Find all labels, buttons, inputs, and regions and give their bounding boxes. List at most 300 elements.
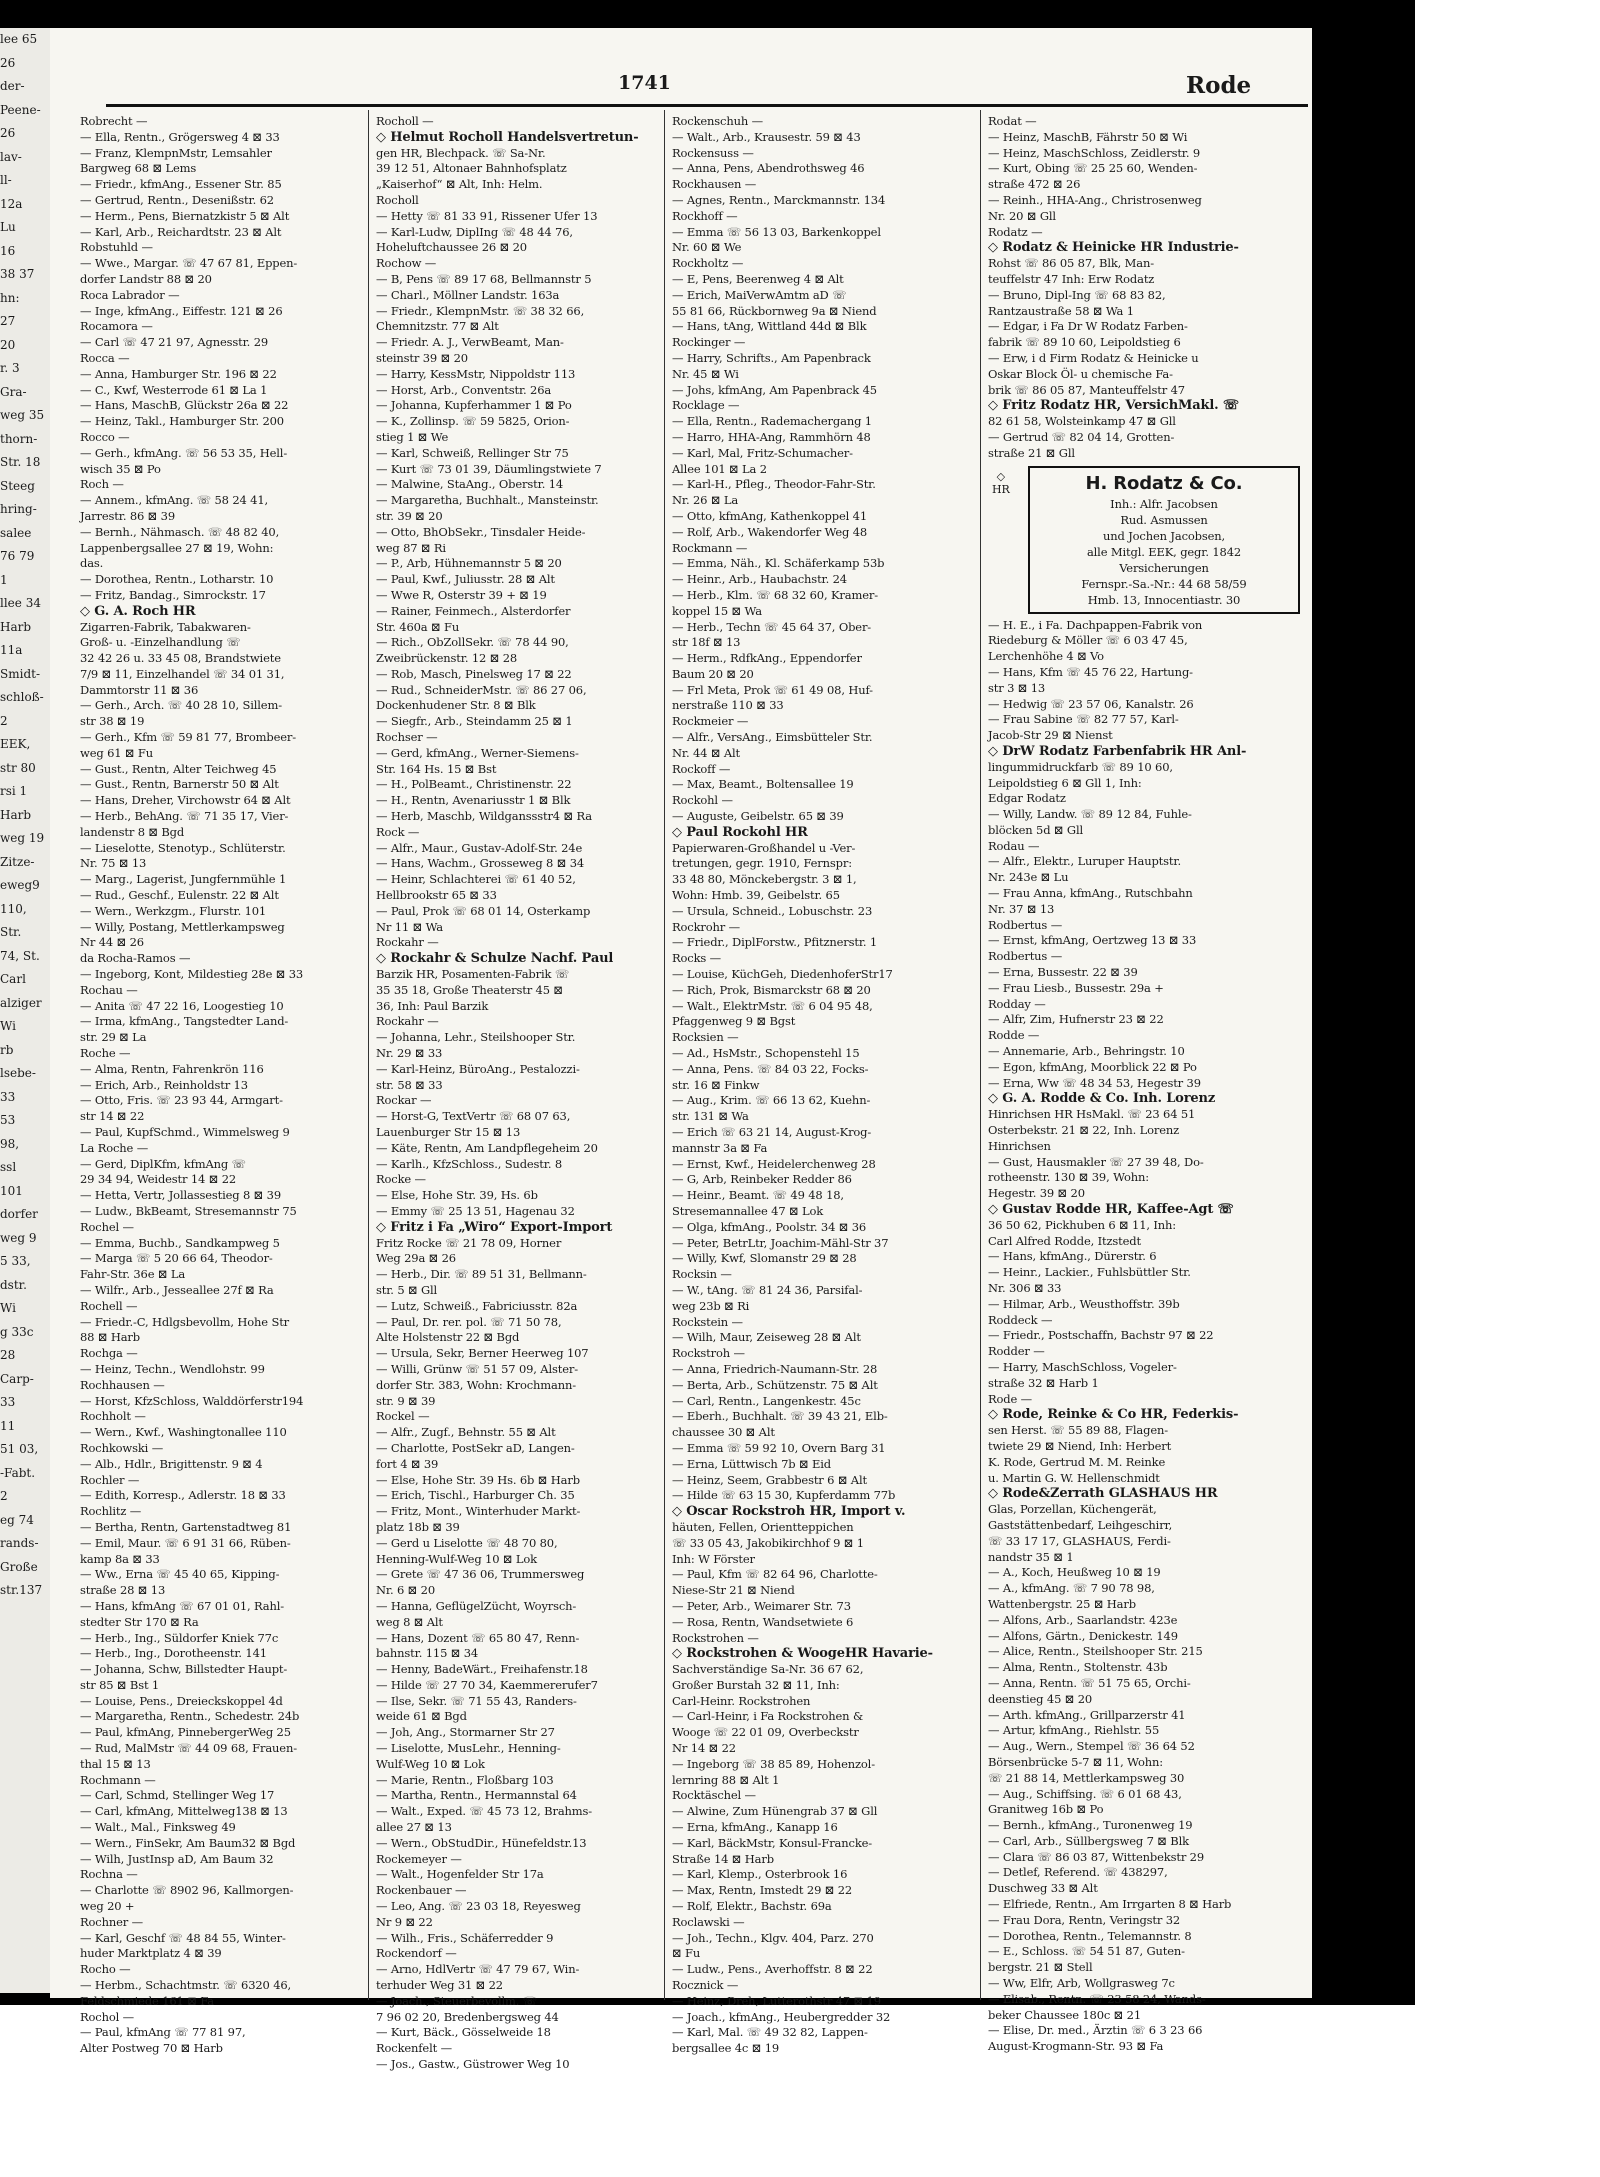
directory-line: Nr. 243e ⊠ Lu	[988, 870, 1069, 885]
directory-line: — Friedr.-C, Hdlgsbevollm, Hohe Str	[80, 1314, 290, 1329]
directory-line: — Karl, Geschf ☏ 48 84 55, Winter-	[80, 1930, 286, 1945]
directory-line: — Gerd, kfmAng., Werner-Siemens-	[376, 745, 579, 760]
directory-line: — Heinr., Lackier., Fuhlsbüttler Str.	[988, 1265, 1191, 1280]
directory-line: — Wern., ObStudDir., Hünefeldstr.13	[376, 1835, 587, 1850]
directory-line: twiete 29 ⊠ Niend, Inh: Herbert	[988, 1438, 1172, 1453]
directory-line: — Louise, KüchGeh, DiedenhoferStr17	[672, 967, 893, 982]
directory-line: — P., Arb, Hühnemannstr 5 ⊠ 20	[376, 556, 562, 571]
directory-line: — Käte, Rentn, Am Landpflegeheim 20	[376, 1140, 598, 1155]
directory-line: — Hetta, Vertr, Jollassestieg 8 ⊠ 39	[80, 1188, 281, 1203]
business-entry: ◇ Fritz i Fa „Wiro“ Export-Import	[376, 1219, 613, 1235]
directory-line: Rockmann —	[672, 540, 748, 555]
directory-line: thal 15 ⊠ 13	[80, 1756, 151, 1771]
directory-line: Straße 14 ⊠ Harb	[672, 1851, 774, 1866]
directory-line: Rodau —	[988, 838, 1040, 853]
directory-line: — Egon, kfmAng, Moorblick 22 ⊠ Po	[988, 1059, 1197, 1074]
advertisement-line: alle Mitgl. EEK, gegr. 1842	[1086, 544, 1242, 559]
directory-line: — Rud, MalMstr ☏ 44 09 68, Frauen-	[80, 1741, 297, 1756]
directory-line: Rochlitz —	[80, 1504, 142, 1519]
directory-line: — Bertha, Rentn, Gartenstadtweg 81	[80, 1519, 292, 1534]
directory-line: — Walt., Exped. ☏ 45 73 12, Brahms-	[376, 1804, 593, 1819]
directory-line: — Charlotte ☏ 8902 96, Kallmorgen-	[80, 1883, 294, 1898]
directory-line: straße 472 ⊠ 26	[988, 177, 1081, 192]
advertisement-box	[992, 466, 1300, 614]
directory-line: — Liselotte, MusLehr., Henning-	[376, 1741, 561, 1756]
directory-line: — Ww., Erna ☏ 45 40 65, Kipping-	[80, 1567, 280, 1582]
directory-line: — Joh., Techn., Klgv. 404, Parz. 270	[672, 1930, 874, 1945]
directory-line: — Karl-H., Pfleg., Theodor-Fahr-Str.	[672, 477, 876, 492]
directory-line: — Hilde ☏ 27 70 34, Kaemmererufer7	[376, 1677, 598, 1692]
directory-line: Wooge ☏ 22 01 09, Overbeckstr	[672, 1725, 859, 1740]
directory-line: — Annemarie, Arb., Behringstr. 10	[988, 1044, 1185, 1059]
directory-line: Rockrohr —	[672, 919, 740, 934]
directory-line: Rocznick —	[672, 1978, 739, 1993]
directory-line: — Carl-Heinr, i Fa Rockstrohen &	[672, 1709, 864, 1724]
directory-line: Rochna —	[80, 1867, 138, 1882]
directory-line: — Joach., kfmAng., Heubergredder 32	[672, 2009, 891, 2024]
directory-line: Rocksin —	[672, 1267, 732, 1282]
directory-line: — Willy, Kwf, Slomanstr 29 ⊠ 28	[672, 1251, 857, 1266]
directory-line: Fritz Rocke ☏ 21 78 09, Horner	[376, 1235, 562, 1250]
edge-fragment: -Fabt.	[0, 1465, 36, 1480]
directory-line: — Edith, Korresp., Adlerstr. 18 ⊠ 33	[80, 1488, 286, 1503]
directory-line: weg 8 ⊠ Alt	[376, 1614, 443, 1629]
directory-line: Rocholl —	[376, 114, 434, 128]
business-entry: ◇ G. A. Rodde & Co. Inh. Lorenz	[988, 1091, 1216, 1107]
directory-line: — Willi, Grünw ☏ 51 57 09, Alster-	[376, 1361, 578, 1376]
directory-line: Rockahr —	[376, 1014, 439, 1029]
directory-line: — Rosa, Rentn, Wandsetwiete 6	[672, 1614, 854, 1629]
directory-line: — Ludw., BkBeamt, Stresemannstr 75	[80, 1203, 297, 1218]
directory-line: landenstr 8 ⊠ Bgd	[80, 824, 185, 839]
directory-line: — Jos., Gastw., Güstrower Weg 10	[376, 2057, 570, 2072]
directory-line: Rodatz —	[988, 224, 1043, 239]
directory-line: Lauenburger Str 15 ⊠ 13	[376, 1125, 521, 1139]
directory-line: Hinrichsen HR HsMakl. ☏ 23 64 51	[988, 1107, 1196, 1122]
directory-line: fabrik ☏ 89 10 60, Leipoldstieg 6	[988, 335, 1181, 350]
directory-line: — Walt., Mal., Finksweg 49	[80, 1820, 236, 1835]
directory-line: Sachverständige Sa-Nr. 36 67 62,	[672, 1662, 864, 1677]
directory-line: Rochol —	[80, 2009, 134, 2024]
edge-fragment: 110,	[0, 901, 27, 916]
directory-line: ☏ 33 17 17, GLASHAUS, Ferdi-	[988, 1533, 1171, 1548]
business-entry: ◇ Rockstrohen & WoogeHR Havarie-	[672, 1646, 933, 1662]
edge-fragment: dorfer	[0, 1207, 38, 1221]
edge-fragment: g 33c	[0, 1324, 34, 1339]
directory-line: Wattenbergstr. 25 ⊠ Harb	[988, 1596, 1136, 1611]
directory-line: — H. E., i Fa. Dachpappen-Fabrik von	[988, 617, 1203, 632]
directory-line: — H., Rentn, Avenariusstr 1 ⊠ Blk	[376, 793, 571, 808]
directory-line: — Gertrud, Rentn., Desenißstr. 62	[80, 192, 274, 207]
directory-line: beker Chaussee 180c ⊠ 21	[988, 2007, 1142, 2022]
directory-line: straße 28 ⊠ 13	[80, 1583, 166, 1598]
directory-line: str 3 ⊠ 13	[988, 680, 1046, 695]
directory-line: — Else, Hohe Str. 39 Hs. 6b ⊠ Harb	[376, 1472, 580, 1487]
directory-line: — Erw, i d Firm Rodatz & Heinicke u	[988, 350, 1199, 365]
business-entry: ◇ G. A. Roch HR	[80, 603, 196, 619]
directory-line: Stresemannallee 47 ⊠ Lok	[672, 1203, 824, 1218]
directory-line: — Gerh., kfmAng. ☏ 56 53 35, Hell-	[80, 445, 288, 460]
directory-line: — Friedr., Postschaffn, Bachstr 97 ⊠ 22	[988, 1328, 1214, 1343]
directory-line: bergstr. 21 ⊠ Stell	[988, 1960, 1093, 1975]
edge-fragment: Str. 18	[0, 455, 41, 469]
directory-line: — Heinz, Seem, Grabbestr 6 ⊠ Alt	[672, 1472, 867, 1487]
edge-fragment: hn:	[0, 290, 20, 305]
edge-fragment: weg 35	[0, 408, 45, 422]
directory-line: — Heinz, MaschB, Fährstr 50 ⊠ Wi	[988, 129, 1188, 144]
directory-line: str. 58 ⊠ 33	[376, 1077, 443, 1092]
edge-fragment: 28	[0, 1348, 16, 1362]
directory-line: Rockenbauer —	[376, 1883, 467, 1898]
directory-line: str. 16 ⊠ Finkw	[672, 1077, 760, 1092]
directory-line: — Friedr., DiplForstw., Pfitznerstr. 1	[672, 935, 878, 950]
directory-line: — Leo, Ang. ☏ 23 03 18, Reyesweg	[376, 1899, 581, 1914]
directory-line: — Alma, Rentn, Fahrenkrön 116	[80, 1061, 264, 1076]
directory-line: — Herbm., Schachtmstr. ☏ 6320 46,	[80, 1978, 292, 1993]
directory-line: Nr 11 ⊠ Wa	[376, 919, 443, 934]
directory-line: — Rud., Geschf., Eulenstr. 22 ⊠ Alt	[80, 888, 279, 903]
directory-line: — Lutz, Schweiß., Fabriciusstr. 82a	[376, 1298, 578, 1313]
directory-line: chaussee 30 ⊠ Alt	[672, 1425, 775, 1440]
edge-fragment: 38 37	[0, 267, 35, 281]
directory-line: ☏ 33 05 43, Jakobikirchhof 9 ⊠ 1	[672, 1535, 864, 1550]
business-entry: ◇ Rockahr & Schulze Nachf. Paul	[376, 951, 614, 967]
edge-fragment: 74, St.	[0, 948, 40, 963]
directory-line: Rockinger —	[672, 335, 746, 350]
directory-line: — Paul, KupfSchmd., Wimmelsweg 9	[80, 1125, 290, 1139]
directory-line: — Ilse, Sekr. ☏ 71 55 43, Randers-	[376, 1693, 577, 1708]
directory-line: — Wilfr., Arb., Jesseallee 27f ⊠ Ra	[80, 1282, 274, 1297]
column-3	[672, 114, 972, 2056]
directory-line: — Hans, tAng, Wittland 44d ⊠ Blk	[672, 319, 867, 334]
directory-line: Roche —	[80, 1046, 131, 1061]
directory-line: — Frau Dora, Rentn, Veringstr 32	[988, 1912, 1181, 1927]
edge-fragment: 51 03,	[0, 1442, 39, 1456]
directory-line: platz 18b ⊠ 39	[376, 1519, 460, 1534]
edge-fragment: lee 65	[0, 32, 38, 46]
directory-line: — Herb., Ing., Dorotheenstr. 141	[80, 1646, 267, 1661]
directory-line: str. 131 ⊠ Wa	[672, 1109, 749, 1124]
directory-line: — Wern., FinSekr, Am Baum32 ⊠ Bgd	[80, 1835, 296, 1850]
advertisement-marker	[992, 470, 1010, 496]
directory-line: Rockstrohen —	[672, 1630, 759, 1645]
directory-line: Osterbekstr. 21 ⊠ 22, Inh. Lorenz	[988, 1123, 1180, 1138]
directory-line: — Carl, Rentn., Langenkestr. 45c	[672, 1393, 861, 1408]
directory-line: Nr 9 ⊠ 22	[376, 1914, 433, 1929]
directory-line: Wohn: Hmb. 39, Geibelstr. 65	[672, 888, 840, 903]
directory-line: Rochow —	[376, 256, 437, 271]
edge-fragment: 53	[0, 1113, 16, 1127]
business-entry: ◇ Gustav Rodde HR, Kaffee-Agt ☏	[988, 1202, 1234, 1218]
directory-line: fort 4 ⊠ 39	[376, 1456, 439, 1471]
directory-line: str. 9 ⊠ 39	[376, 1393, 436, 1408]
directory-line: — Heinr., Arb., Haubachstr. 24	[672, 572, 847, 587]
edge-fragment: 2	[0, 1489, 8, 1503]
directory-line: blöcken 5d ⊠ Gll	[988, 822, 1084, 837]
directory-line: Nr. 6 ⊠ 20	[376, 1583, 436, 1598]
directory-line: — Paul, Kfm ☏ 82 64 96, Charlotte-	[672, 1567, 878, 1582]
advertisement-line: Versicherungen	[1119, 560, 1209, 575]
directory-line: — Harry, MaschSchloss, Vogeler-	[988, 1359, 1177, 1374]
directory-line: Zweibrückenstr. 12 ⊠ 28	[376, 651, 518, 666]
advertisement-title: H. Rodatz & Co.	[1085, 472, 1243, 494]
directory-line: — Johanna, Kupferhammer 1 ⊠ Po	[376, 398, 572, 413]
directory-line: allee 27 ⊠ 13	[376, 1820, 452, 1835]
directory-line: — Frau Sabine ☏ 82 77 57, Karl-	[988, 712, 1179, 727]
directory-line: — E., Schloss. ☏ 54 51 87, Guten-	[988, 1944, 1185, 1959]
directory-line: nandstr 35 ⊠ 1	[988, 1549, 1074, 1564]
header-rule	[106, 104, 1308, 107]
directory-line: Rodbertus —	[988, 917, 1063, 932]
directory-line: Alte Holstenstr 22 ⊠ Bgd	[376, 1330, 520, 1345]
edge-fragment: 12a	[0, 196, 23, 211]
directory-line: Nr. 37 ⊠ 13	[988, 901, 1055, 916]
directory-line: Rochler —	[80, 1472, 140, 1487]
directory-line: — Artur, kfmAng., Riehlstr. 55	[988, 1723, 1160, 1738]
directory-line: — Alfr., VersAng., Eimsbütteler Str.	[672, 730, 873, 745]
directory-line: Fahr-Str. 36e ⊠ La	[80, 1267, 186, 1282]
directory-line: — Carl ☏ 47 21 97, Agnesstr. 29	[80, 335, 269, 350]
directory-line: — Henny, BadeWärt., Freihafenstr.18	[376, 1662, 588, 1677]
directory-line: — Anna, Hamburger Str. 196 ⊠ 22	[80, 366, 277, 381]
directory-line: — Heinz, Dreh, Lutterothstr 47 ⊠ 19	[672, 1993, 881, 2008]
directory-line: — Hilde ☏ 63 15 30, Kupferdamm 77b	[672, 1488, 896, 1503]
edge-fragment: llee 34	[0, 596, 41, 610]
business-entry: ◇ Rodatz & Heinicke HR Industrie-	[988, 240, 1239, 256]
directory-line: — Paul, Dr. rer. pol. ☏ 71 50 78,	[376, 1314, 562, 1329]
directory-line: Rocho —	[80, 1962, 131, 1977]
directory-line: das.	[80, 556, 104, 571]
directory-line: Rochser —	[376, 730, 438, 745]
directory-line: — Wwe R, Osterstr 39 + ⊠ 19	[376, 587, 547, 602]
directory-line: — Alice, Rentn., Steilshooper Str. 215	[988, 1644, 1203, 1659]
directory-line: — Ernst, Kwf., Heidelerchenweg 28	[672, 1156, 876, 1171]
edge-fragment: thorn-	[0, 431, 38, 446]
directory-line: — Elise, Dr. med., Ärztin ☏ 6 3 23 66	[988, 2023, 1203, 2038]
edge-fragment: 33	[0, 1089, 16, 1104]
directory-line: str. 39 ⊠ 20	[376, 508, 443, 523]
directory-line: Robstuhld —	[80, 240, 153, 255]
directory-line: — Johs, kfmAng, Am Papenbrack 45	[672, 382, 877, 397]
directory-line: lingummidruckfarb ☏ 89 10 60,	[988, 759, 1173, 774]
directory-line: Rockenschuh —	[672, 114, 763, 128]
directory-line: weg 20 +	[80, 1899, 135, 1914]
directory-line: Rockel —	[376, 1409, 430, 1424]
directory-line: — E, Pens, Beerenweg 4 ⊠ Alt	[672, 271, 844, 286]
directory-line: Papierwaren-Großhandel u -Ver-	[672, 840, 856, 855]
edge-fragment: Str.	[0, 925, 22, 939]
edge-fragment: Peene-	[0, 102, 41, 117]
directory-line: — Horst, Arb., Conventstr. 26a	[376, 382, 552, 397]
directory-line: — Olga, kfmAng., Poolstr. 34 ⊠ 36	[672, 1219, 867, 1234]
directory-line: 33 48 80, Mönckebergstr. 3 ⊠ 1,	[672, 872, 857, 887]
directory-line: — Annem., kfmAng. ☏ 58 24 41,	[80, 493, 269, 508]
directory-line: u. Martin G. W. Hellenschmidt	[988, 1470, 1160, 1485]
directory-line: bahnstr. 115 ⊠ 34	[376, 1646, 479, 1661]
directory-line: dorfer Str. 383, Wohn: Krochmann-	[376, 1377, 576, 1392]
directory-line: rotheenstr. 130 ⊠ 39, Wohn:	[988, 1170, 1149, 1185]
directory-line: huder Marktplatz 4 ⊠ 39	[80, 1946, 222, 1961]
directory-line: Weg 29a ⊠ 26	[376, 1251, 456, 1266]
directory-line: — Herb., Dir. ☏ 89 51 31, Bellmann-	[376, 1267, 587, 1282]
directory-line: — Rolf, Arb., Wakendorfer Weg 48	[672, 524, 868, 539]
directory-line: — Willy, Landw. ☏ 89 12 84, Fuhle-	[988, 807, 1192, 822]
edge-fragment: 26	[0, 55, 16, 70]
directory-line: Rocks —	[672, 951, 721, 966]
directory-line: — Dorothea, Rentn., Telemannstr. 8	[988, 1928, 1192, 1943]
directory-line: — Franz, KlempnMstr, Lemsahler	[80, 145, 272, 160]
directory-line: — Johanna, Lehr., Steilshooper Str.	[376, 1030, 576, 1045]
directory-line: — Friedr. A. J., VerwBeamt, Man-	[376, 335, 564, 350]
directory-line: — Ingeborg ☏ 38 85 89, Hohenzol-	[672, 1756, 875, 1771]
directory-line: Roch —	[80, 477, 124, 492]
directory-line: — Alfr., Zugf., Behnstr. 55 ⊠ Alt	[376, 1425, 556, 1440]
directory-line: — Rud., SchneiderMstr. ☏ 86 27 06,	[376, 682, 587, 697]
directory-line: — Friedr., kfmAng., Essener Str. 85	[80, 177, 282, 192]
edge-fragment: ll-	[0, 173, 12, 187]
directory-line: — Martha, Rentn., Hermannstal 64	[376, 1788, 577, 1803]
directory-line: Rockar —	[376, 1093, 432, 1108]
directory-line: Edgar Rodatz	[988, 791, 1066, 806]
directory-line: — Margaretha, Buchhalt., Mansteinstr.	[376, 493, 599, 508]
business-entry: ◇ DrW Rodatz Farbenfabrik HR Anl-	[988, 743, 1247, 759]
directory-line: — Aug., Krim. ☏ 66 13 62, Kuehn-	[672, 1093, 871, 1108]
directory-line: — Paul, Kwf., Juliusstr. 28 ⊠ Alt	[376, 572, 555, 587]
directory-line: Pfaggenweg 9 ⊠ Bgst	[672, 1014, 796, 1029]
directory-line: — Hans, Wachm., Grosseweg 8 ⊠ 34	[376, 856, 585, 871]
directory-line: — Aug., Wern., Stempel ☏ 36 64 52	[988, 1739, 1195, 1754]
edge-fragment: schloß-	[0, 690, 44, 704]
directory-line: — Harry, Schrifts., Am Papenbrack	[672, 350, 871, 365]
directory-line: — Bruno, Dipl-Ing ☏ 68 83 82,	[988, 287, 1166, 302]
directory-line: — Horst, KfzSchloss, Walddörferstr194	[80, 1393, 304, 1408]
directory-line: — Paul, Prok ☏ 68 01 14, Osterkamp	[376, 903, 591, 918]
directory-line: — Otto, Fris. ☏ 23 93 44, Armgart-	[80, 1093, 283, 1108]
directory-line: — Grete ☏ 47 36 06, Trummersweg	[376, 1567, 585, 1582]
directory-line: Rockensuss —	[672, 145, 754, 160]
edge-fragment: 16	[0, 243, 16, 258]
directory-line: — Erich, Tischl., Harburger Ch. 35	[376, 1488, 575, 1503]
directory-line: Leipoldstieg 6 ⊠ Gll 1, Inh:	[988, 775, 1142, 790]
directory-line: — Ella, Rentn., Rademachergang 1	[672, 414, 872, 429]
column-2	[376, 114, 656, 2072]
directory-line: Nr. 44 ⊠ Alt	[672, 745, 740, 760]
directory-line: — Otto, BhObSekr., Tinsdaler Heide-	[376, 524, 586, 539]
directory-line: „Kaiserhof“ ⊠ Alt, Inh: Helm.	[376, 177, 543, 192]
edge-fragment: Wi	[0, 1301, 16, 1315]
edge-fragment: weg 9	[0, 1230, 37, 1245]
directory-line: — Erna, Lüttwisch 7b ⊠ Eid	[672, 1456, 831, 1471]
edge-fragment: 11a	[0, 643, 23, 657]
directory-line: Zigarren-Fabrik, Tabakwaren-	[80, 619, 251, 634]
directory-line: — Walt., Hogenfelder Str 17a	[376, 1867, 544, 1882]
directory-line: Glas, Porzellan, Küchengerät,	[988, 1502, 1157, 1517]
edge-fragment: weg 19	[0, 831, 45, 845]
directory-line: str. 29 ⊠ La	[80, 1030, 147, 1045]
directory-line: — Marie, Rentn., Floßbarg 103	[376, 1772, 554, 1787]
directory-line: — Hedwig ☏ 23 57 06, Kanalstr. 26	[988, 696, 1194, 711]
directory-line: — Anna, Rentn. ☏ 51 75 65, Orchi-	[988, 1675, 1191, 1690]
directory-line: — Gertrud ☏ 82 04 14, Grotten-	[988, 429, 1175, 444]
directory-line: — Karl, Arb., Reichardtstr. 23 ⊠ Alt	[80, 224, 282, 239]
directory-line: Rocco —	[80, 429, 130, 444]
edge-fragment: rands-	[0, 1536, 39, 1550]
directory-line: Rochell —	[80, 1298, 138, 1313]
directory-line: — Max, Beamt., Boltensallee 19	[672, 777, 854, 792]
edge-fragment: dstr.	[0, 1277, 27, 1292]
directory-line: — Gust., Rentn, Barnerstr 50 ⊠ Alt	[80, 777, 279, 792]
directory-line: Hellbrookstr 65 ⊠ 33	[376, 888, 497, 903]
column-divider	[664, 110, 665, 2000]
diamond-icon: ◇	[996, 469, 1005, 483]
directory-line: — Harry, KessMstr, Nippoldstr 113	[376, 366, 576, 381]
directory-line: stieg 1 ⊠ We	[376, 429, 449, 444]
directory-line: Nr. 20 ⊠ Gll	[988, 208, 1056, 223]
directory-line: 35 35 18, Große Theaterstr 45 ⊠	[376, 982, 563, 997]
edge-fragment: 2	[0, 713, 8, 728]
advertisement-line: Inh.: Alfr. Jacobsen	[1110, 496, 1218, 511]
directory-line: — Alfr., Maur., Gustav-Adolf-Str. 24e	[376, 840, 583, 855]
directory-line: Hinrichsen	[988, 1138, 1051, 1153]
directory-line: Hegestr. 39 ⊠ 20	[988, 1186, 1085, 1201]
directory-line: ⊠ Fu	[672, 1946, 701, 1961]
directory-line: — Wilh., Fris., Schäferredder 9	[376, 1930, 554, 1945]
directory-line: Rodbertus —	[988, 949, 1063, 964]
directory-line: Rockendorf —	[376, 1946, 457, 1961]
directory-line: — Hans, kfmAng., Dürerstr. 6	[988, 1249, 1157, 1264]
directory-line: — Gust, Hausmakler ☏ 27 39 48, Do-	[988, 1154, 1204, 1169]
directory-line: Rochel —	[80, 1219, 134, 1234]
directory-line: Rocke —	[376, 1172, 426, 1187]
directory-line: — Herb., Techn ☏ 45 64 37, Ober-	[672, 619, 872, 634]
directory-line: — Margaretha, Rentn., Schedestr. 24b	[80, 1709, 300, 1724]
directory-line: kamp 8a ⊠ 33	[80, 1551, 160, 1566]
directory-line: — Karlh., KfzSchloss., Sudestr. 8	[376, 1156, 563, 1171]
edge-fragment: Carl	[0, 972, 26, 986]
directory-line: Rockemeyer —	[376, 1851, 462, 1866]
directory-line: Roddeck —	[988, 1312, 1053, 1327]
directory-line: str 85 ⊠ Bst 1	[80, 1677, 160, 1692]
directory-line: — Arno, HdlVertr ☏ 47 79 67, Win-	[376, 1962, 580, 1977]
directory-line: Str. 460a ⊠ Fu	[376, 619, 460, 634]
directory-line: weg 23b ⊠ Ri	[672, 1298, 750, 1313]
edge-fragment: salee	[0, 525, 32, 540]
directory-line: Rodder —	[988, 1344, 1045, 1359]
directory-line: lernring 88 ⊠ Alt 1	[672, 1772, 780, 1787]
directory-line: Rochhausen —	[80, 1377, 165, 1392]
directory-line: — Erna, Ww ☏ 48 34 53, Hegestr 39	[988, 1075, 1201, 1090]
directory-line: — Berta, Arb., Schützenstr. 75 ⊠ Alt	[672, 1377, 878, 1392]
directory-line: Allee 101 ⊠ La 2	[672, 461, 767, 476]
directory-line: — Ursula, Schneid., Lobuschstr. 23	[672, 903, 873, 918]
directory-line: — Hans, Dreher, Virchowstr 64 ⊠ Alt	[80, 793, 291, 808]
directory-line: stedter Str 170 ⊠ Ra	[80, 1614, 199, 1629]
edge-fragment: eweg9	[0, 878, 40, 892]
directory-line: weg 87 ⊠ Ri	[376, 540, 446, 555]
directory-line: — Gerd, DiplKfm, kfmAng ☏	[80, 1156, 246, 1171]
directory-line: 39 12 51, Altonaer Bahnhofsplatz	[376, 161, 567, 176]
directory-line: — W., tAng. ☏ 81 24 36, Parsifal-	[672, 1282, 863, 1297]
directory-line: Dockenhudener Str. 8 ⊠ Blk	[376, 698, 536, 713]
directory-line: — Emmy ☏ 25 13 51, Hagenau 32	[376, 1203, 575, 1218]
directory-line: — Kurt ☏ 73 01 39, Däumlingstwiete 7	[376, 461, 602, 476]
directory-line: Rocklage —	[672, 398, 740, 413]
edge-fragment: r. 3	[0, 361, 20, 375]
directory-line: — Louise, Pens., Dreieckskoppel 4d	[80, 1693, 283, 1708]
directory-line: Jarrestr. 86 ⊠ 39	[80, 508, 175, 523]
business-entry: ◇ Rode, Reinke & Co HR, Federkis-	[988, 1407, 1239, 1423]
column-4-top	[988, 114, 1310, 462]
